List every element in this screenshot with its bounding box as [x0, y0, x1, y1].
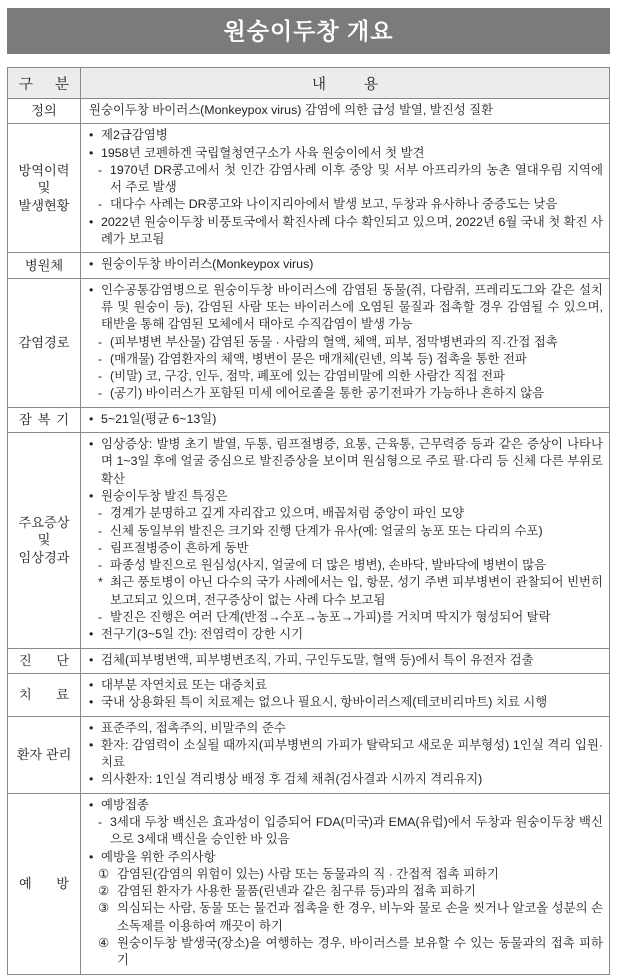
- list-marker: ④: [98, 936, 110, 951]
- list-marker: -: [98, 558, 103, 573]
- list-item: [89, 334, 603, 351]
- overview-table-body: [8, 99, 610, 975]
- page-title: 원숭이두창 개요: [7, 8, 610, 54]
- list-marker: -: [98, 369, 103, 384]
- list-marker: •: [89, 128, 94, 143]
- list-item: [89, 574, 603, 609]
- row-content: [81, 124, 610, 253]
- list-marker: •: [89, 677, 94, 692]
- list-marker: •: [89, 652, 94, 667]
- row-label-line: 환자 관리: [16, 746, 72, 762]
- list-item-text: 인수공통감염병으로 원숭이두창 바이러스에 감염된 동물(쥐, 다람쥐, 프레리도그와 같은 설치류 및 원숭이 등), 감염된 사람 또는 바이러스에 오염된 물질과 접촉할 경우 감염될 수 있으며, 태반을 통해 감염된 모체에서 태아로 수직감염이 발생 가능: [101, 282, 603, 332]
- table-row: [8, 648, 610, 673]
- table-header: [8, 68, 610, 99]
- row-label: [8, 673, 81, 716]
- row-label-line: 감염경로: [18, 334, 70, 350]
- list-marker: •: [89, 214, 94, 229]
- list-item-text: (비말) 코, 구강, 인두, 점막, 폐포에 있는 감염비말에 의한 사람간 직접 전파: [110, 369, 506, 384]
- row-content: [81, 648, 610, 673]
- row-label: [8, 99, 81, 124]
- row-content: [81, 433, 610, 649]
- header-cell-category: [8, 68, 81, 99]
- list-item-text: 1958년 코펜하겐 국립혈청연구소가 사육 원숭이에서 첫 발견: [101, 145, 425, 160]
- list-item: [89, 883, 603, 900]
- row-label: [8, 278, 81, 407]
- list-item-text: 감염된 환자가 사용한 물품(린넨과 같은 침구류 등)과의 접촉 피하기: [117, 884, 476, 899]
- row-label: [8, 433, 81, 649]
- row-label: [8, 648, 81, 673]
- header-row: [8, 68, 610, 99]
- list-item: [89, 694, 603, 711]
- list-item-text: 원숭이두창 바이러스(Monkeypox virus) 감염에 의한 급성 발열, 발진성 질환: [89, 103, 494, 117]
- row-content: [81, 673, 610, 716]
- list-item-text: 제2급감염병: [101, 128, 168, 143]
- list-item: [89, 505, 603, 522]
- list-marker: •: [89, 411, 94, 426]
- list-item-text: 의사환자: 1인실 격리병상 배정 후 검체 채취(검사결과 시까지 격리유지): [101, 772, 483, 787]
- list-item: [89, 626, 603, 643]
- table-row: [8, 433, 610, 649]
- list-item-text: 원숭이두창 바이러스(Monkeypox virus): [101, 257, 314, 272]
- list-item: [89, 436, 603, 488]
- list-item: [89, 145, 603, 162]
- list-marker: •: [89, 849, 94, 864]
- list-item: [89, 368, 603, 385]
- row-label-line: 치 료: [19, 686, 69, 702]
- list-item-text: 5~21일(평균 6~13일): [101, 411, 217, 426]
- list-item-text: 대부분 자연치료 또는 대증치료: [101, 677, 267, 692]
- list-item: [89, 797, 603, 814]
- list-item: [89, 771, 603, 788]
- list-item-text: 국내 상용화된 특이 치료제는 없으나 필요시, 항바이러스제(테코비리마트) 치료 시행: [101, 695, 548, 710]
- row-label: [8, 124, 81, 253]
- list-item: [89, 677, 603, 694]
- list-marker: •: [89, 145, 94, 160]
- list-marker: -: [98, 610, 103, 625]
- table-row: [8, 716, 610, 793]
- list-item: [89, 162, 603, 197]
- header-cell-content: [81, 68, 610, 99]
- list-item-text: 표준주의, 접촉주의, 비말주의 준수: [101, 720, 286, 735]
- list-marker: •: [89, 737, 94, 752]
- list-marker: •: [89, 772, 94, 787]
- row-label: [8, 793, 81, 974]
- table-row: [8, 99, 610, 124]
- list-item-text: 감염된(감염의 위험이 있는) 사람 또는 동물과의 직 · 간접적 접촉 피하기: [117, 866, 499, 881]
- list-item: [89, 102, 603, 119]
- row-label-line: 정의: [31, 103, 57, 119]
- list-item-text: 예방접종: [101, 797, 149, 812]
- list-item-text: 발진은 진행은 여러 단계(반점→수포→농포→가피)를 거치며 딱지가 형성되어 탈락: [110, 610, 551, 625]
- list-marker: -: [98, 351, 103, 366]
- row-label-line: 병원체: [24, 257, 64, 273]
- list-marker: -: [98, 814, 103, 829]
- table-row: [8, 407, 610, 432]
- row-label-line: 잠 복 기: [19, 411, 69, 427]
- row-label: [8, 253, 81, 278]
- list-marker: •: [89, 797, 94, 812]
- row-label-line: 임상경과: [18, 550, 70, 566]
- list-item-text: 2022년 원숭이두창 비풍토국에서 확진사례 다수 확인되고 있으며, 2022년 6월 국내 첫 확진 사례가 보고됨: [101, 214, 603, 247]
- list-item: [89, 488, 603, 505]
- list-item: [89, 214, 603, 249]
- list-item: [89, 849, 603, 866]
- list-item-text: 전구기(3~5일 간): 전염력이 강한 시기: [101, 627, 304, 642]
- list-item-text: 예방을 위한 주의사항: [101, 849, 216, 864]
- row-content: [81, 99, 610, 124]
- list-item: [89, 720, 603, 737]
- list-marker: ③: [98, 901, 110, 916]
- list-item-text: 원숭이두창 발생국(장소)을 여행하는 경우, 바이러스를 보유할 수 있는 동물과의 접촉 피하기: [117, 936, 603, 968]
- row-label: [8, 407, 81, 432]
- list-marker: •: [89, 488, 94, 503]
- list-marker: •: [89, 627, 94, 642]
- list-item: [89, 351, 603, 368]
- list-marker: -: [98, 162, 103, 177]
- list-marker: -: [98, 197, 103, 212]
- header-category-label: 구 분: [19, 76, 69, 93]
- row-label-line: 예 방: [19, 875, 69, 891]
- list-marker: -: [98, 386, 103, 401]
- list-item-text: 검체(피부병변액, 피부병변조직, 가피, 구인두도말, 혈액 등)에서 특이 유전자 검출: [101, 652, 534, 667]
- list-marker: -: [98, 334, 103, 349]
- list-marker: •: [89, 282, 94, 297]
- list-marker: *: [98, 575, 103, 590]
- list-item: [89, 127, 603, 144]
- list-item-text: 경계가 분명하고 깊게 자리잡고 있으며, 배꼽처럼 중앙이 파인 모양: [110, 506, 465, 521]
- list-item-text: 최근 풍토병이 아닌 다수의 국가 사례에서는 입, 항문, 성기 주변 피부병변이 관찰되어 빈번히 보고되고 있으며, 전구증상이 없는 사례 다수 보고됨: [110, 575, 603, 607]
- list-item-text: 림프절병증이 흔하게 동반: [110, 540, 249, 555]
- row-label-line: 방역이력: [18, 162, 70, 178]
- list-item: [89, 196, 603, 213]
- row-label-line: 진 단: [19, 652, 69, 668]
- row-content: [81, 716, 610, 793]
- list-item-text: 대다수 사례는 DR콩고와 나이지리아에서 발생 보고, 두창과 유사하나 중증도는 낮음: [110, 197, 558, 212]
- list-item-text: 의심되는 사람, 동물 또는 물건과 접촉을 한 경우, 비누와 물로 손을 씻거나 알코올 성분의 손 소독제를 이용하여 깨끗이 하기: [117, 901, 603, 933]
- row-label: [8, 716, 81, 793]
- list-marker: •: [89, 695, 94, 710]
- list-item-text: (매개물) 감염환자의 체액, 병변이 묻은 매개체(린넨, 의복 등) 접촉을 통한 전파: [110, 351, 527, 366]
- row-label-line: 주요증상: [18, 514, 70, 530]
- row-content: [81, 278, 610, 407]
- row-content: [81, 793, 610, 974]
- row-content: [81, 407, 610, 432]
- list-item-text: 신체 동일부위 발진은 크기와 진행 단계가 유사(예: 얼굴의 농포 또는 다리의 수포): [110, 523, 543, 538]
- header-content-label: 내 용: [311, 76, 379, 93]
- list-marker: ①: [98, 866, 110, 881]
- list-item-text: 1970년 DR콩고에서 첫 인간 감염사례 이후 중앙 및 서부 아프리카의 농촌 열대우림 지역에서 주로 발생: [110, 162, 603, 195]
- list-marker: •: [89, 437, 94, 452]
- row-label-line: 발생현황: [18, 198, 70, 214]
- list-marker: -: [98, 540, 103, 555]
- list-item: [89, 523, 603, 540]
- list-item-text: 3세대 두창 백신은 효과성이 입증되어 FDA(미국)과 EMA(유럽)에서 두창과 원숭이두창 백신으로 3세대 백신을 승인한 바 있음: [110, 814, 603, 847]
- table-row: [8, 278, 610, 407]
- list-item-text: 환자: 감염력이 소실될 때까지(피부병변의 가피가 탈락되고 새로운 피부형성) 1인실 격리 입원·치료: [101, 737, 603, 770]
- list-item: [89, 385, 603, 402]
- row-label-line: 및: [37, 532, 51, 548]
- table-row: [8, 124, 610, 253]
- list-item: [89, 814, 603, 849]
- list-marker: -: [98, 506, 103, 521]
- list-item: [89, 609, 603, 626]
- list-item: [89, 652, 603, 669]
- table-row: [8, 793, 610, 974]
- row-content: [81, 253, 610, 278]
- list-item: [89, 866, 603, 883]
- table-row: [8, 253, 610, 278]
- list-marker: •: [89, 257, 94, 272]
- list-item: [89, 282, 603, 334]
- row-label-line: 및: [37, 180, 51, 196]
- list-item: [89, 411, 603, 428]
- list-marker: -: [98, 523, 103, 538]
- list-item: [89, 256, 603, 273]
- list-item-text: 원숭이두창 발진 특징은: [101, 488, 228, 503]
- list-marker: •: [89, 720, 94, 735]
- list-item-text: (피부병변 부산물) 감염된 동물 · 사람의 혈액, 체액, 피부, 점막병변과의 직·간접 접촉: [110, 334, 558, 349]
- list-item-text: 임상증상: 발병 초기 발열, 두통, 림프절병증, 요통, 근육통, 근무력증 등과 같은 증상이 나타나며 1~3일 후에 얼굴 중심으로 발진증상을 보이며 원심형으로 주로 팔·다리 등 신체 다른 부위로 확산: [101, 437, 603, 486]
- list-item: [89, 557, 603, 574]
- list-item: [89, 737, 603, 772]
- list-item-text: 파종성 발진으로 원심성(사지, 얼굴에 더 많은 병변), 손바닥, 발바닥에 병변이 많음: [110, 558, 547, 573]
- list-item: [89, 540, 603, 557]
- list-item: [89, 935, 603, 970]
- table-row: [8, 673, 610, 716]
- overview-table: [7, 67, 610, 975]
- list-item-text: (공기) 바이러스가 포함된 미세 에어로졸을 통한 공기전파가 가능하나 흔하지 않음: [110, 386, 545, 401]
- list-marker: ②: [98, 884, 110, 899]
